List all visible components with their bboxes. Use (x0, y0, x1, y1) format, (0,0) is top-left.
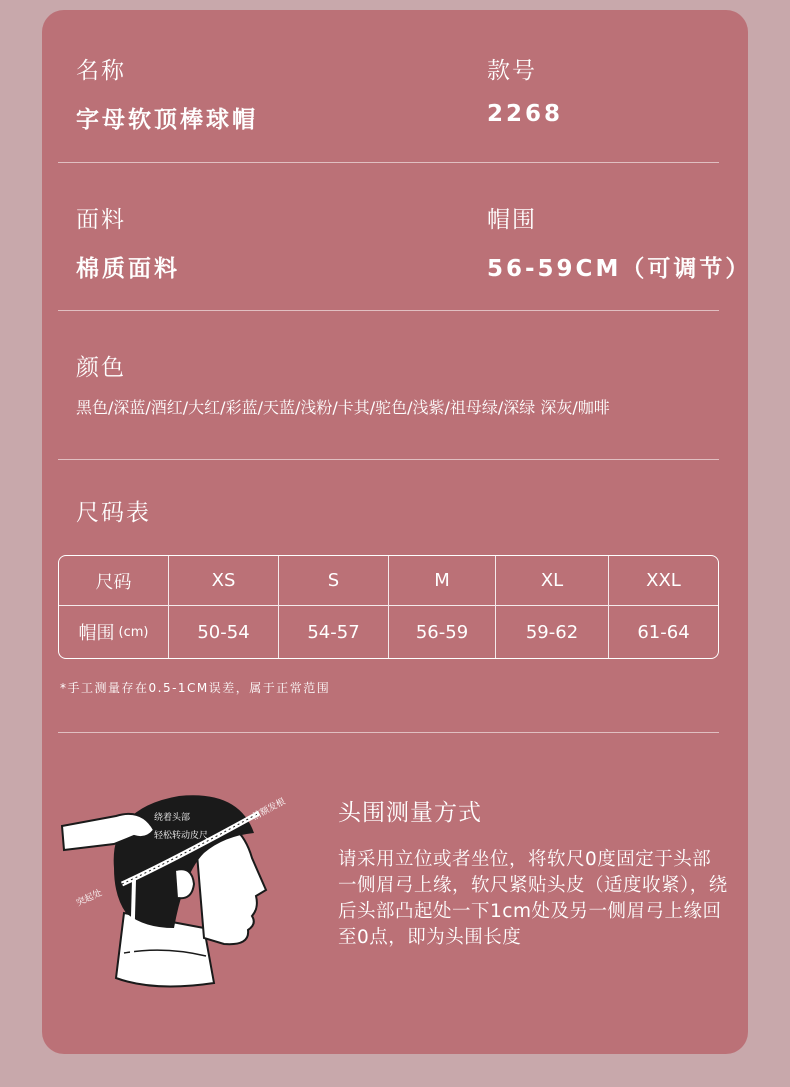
material-label: 面料 (76, 207, 126, 233)
size-header-cell: M (389, 556, 496, 606)
size-header-cell: XS (169, 556, 279, 606)
measurement-note: *手工测量存在0.5-1CM误差，属于正常范围 (60, 681, 331, 695)
size-chart-title: 尺码表 (76, 500, 151, 526)
name-value: 字母软顶棒球帽 (76, 107, 258, 133)
size-value-cell: 56-59 (389, 606, 496, 658)
divider (58, 459, 719, 460)
size-header-cell: XL (496, 556, 609, 606)
label-back: 突起处 (75, 888, 104, 909)
size-value-cell: 61-64 (637, 621, 690, 643)
material-value: 棉质面料 (76, 256, 180, 282)
divider (58, 310, 719, 311)
colors-label: 颜色 (76, 355, 126, 381)
model-label: 款号 (487, 58, 537, 84)
size-header-cell: XXL (609, 556, 718, 606)
measure-text: 请采用立位或者坐位，将软尺0度固定于头部一侧眉弓上缘，软尺紧贴头皮（适度收紧），绕后头部凸起处一下1cm处及另一侧眉弓上缘回至0点，即为头围长度 (338, 849, 728, 948)
name-label: 名称 (76, 58, 126, 84)
tape-hanging (132, 880, 134, 953)
colors-value: 黑色/深蓝/酒红/大红/彩蓝/天蓝/浅粉/卡其/驼色/浅紫/祖母绿/深绿 深灰/咖啡 (76, 398, 610, 417)
model-value: 2268 (487, 101, 564, 127)
circumference-value: 56-59CM（可调节） (487, 256, 752, 282)
divider (58, 732, 719, 733)
size-header-cell: S (279, 556, 389, 606)
size-value-cell: 50-54 (169, 606, 279, 658)
size-table (58, 555, 719, 659)
spec-card (42, 10, 752, 1054)
row-label-text: 帽围 (78, 623, 115, 644)
size-value-cell: 59-62 (496, 606, 609, 658)
circumference-label: 帽围 (487, 207, 537, 233)
size-row-label (59, 606, 169, 658)
ear-shape (176, 869, 194, 898)
size-value-cell: 54-57 (279, 606, 389, 658)
label-around-head: 绕着头部 (154, 813, 191, 823)
row-label-unit: (cm) (118, 624, 149, 640)
size-header-cell: 尺码 (59, 556, 169, 606)
head-measurement-illustration (54, 778, 304, 998)
measure-title: 头围测量方式 (338, 800, 482, 826)
label-tape: 轻松转动皮尺 (154, 831, 209, 841)
label-front: 前额发根 (250, 796, 288, 823)
divider (58, 162, 719, 163)
